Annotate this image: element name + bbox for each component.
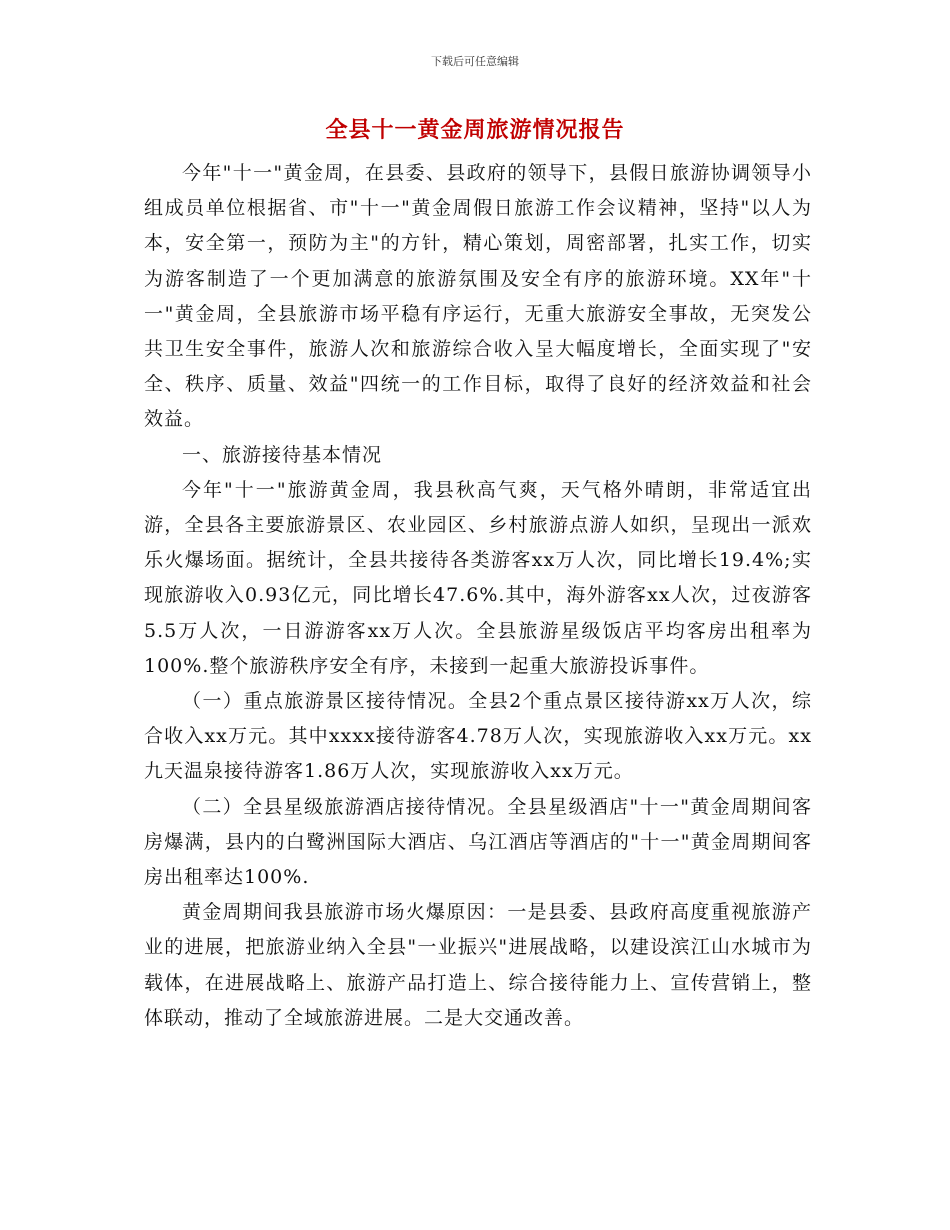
star-hotels-paragraph: （二）全县星级旅游酒店接待情况。全县星级酒店"十一"黄金周期间客房爆满，县内的白鹭洲国际大酒店、乌江酒店等酒店的"十一"黄金周期间客房出租率达100%. [144,795,812,889]
document-body [144,156,812,1036]
page-header-note: 下载后可任意编辑 [431,55,519,68]
scenic-spots-paragraph: （一）重点旅游景区接待情况。全县2个重点景区接待游xx万人次，综合收入xx万元。其中xxxx接待游客4.78万人次，实现旅游收入xx万元。xx九天温泉接待游客1.86万人次，实现旅游收入xx万元。 [144,690,812,783]
section-heading-reception: 一、旅游接待基本情况 [182,443,383,466]
intro-paragraph: 今年"十一"黄金周，在县委、县政府的领导下，县假日旅游协调领导小组成员单位根据省、市"十一"黄金周假日旅游工作会议精神，坚持"以人为本，安全第一，预防为主"的方针，精心策划，周密部署，扎实工作，切实为游客制造了一个更加满意的旅游氛围及安全有序的旅游环境。XX年"十一"黄金周，全县旅游市场平稳有序运行，无重大旅游安全事故，无突发公共卫生安全事件，旅游人次和旅游综合收入呈大幅度增长，全面实现了"安全、秩序、质量、效益"四统一的工作目标，取得了良好的经济效益和社会效益。 [144,162,812,431]
reasons-paragraph: 黄金周期间我县旅游市场火爆原因：一是县委、县政府高度重视旅游产业的进展，把旅游业纳入全县"一业振兴"进展战略，以建设滨江山水城市为载体，在进展战略上、旅游产品打造上、综合接待能力上、宣传营销上，整体联动，推动了全域旅游进展。二是大交通改善。 [144,901,812,1029]
document-title: 全县十一黄金周旅游情况报告 [325,117,625,143]
reception-overview-paragraph: 今年"十一"旅游黄金周，我县秋高气爽，天气格外晴朗，非常适宜出游，全县各主要旅游景区、农业园区、乡村旅游点游人如织，呈现出一派欢乐火爆场面。据统计，全县共接待各类游客xx万人次，同比增长19.4%;实现旅游收入0.93亿元，同比增长47.6%.其中，海外游客xx人次，过夜游客5.5万人次，一日游游客xx万人次。全县旅游星级饭店平均客房出租率为100%.整个旅游秩序安全有序，未接到一起重大旅游投诉事件。 [144,478,812,677]
